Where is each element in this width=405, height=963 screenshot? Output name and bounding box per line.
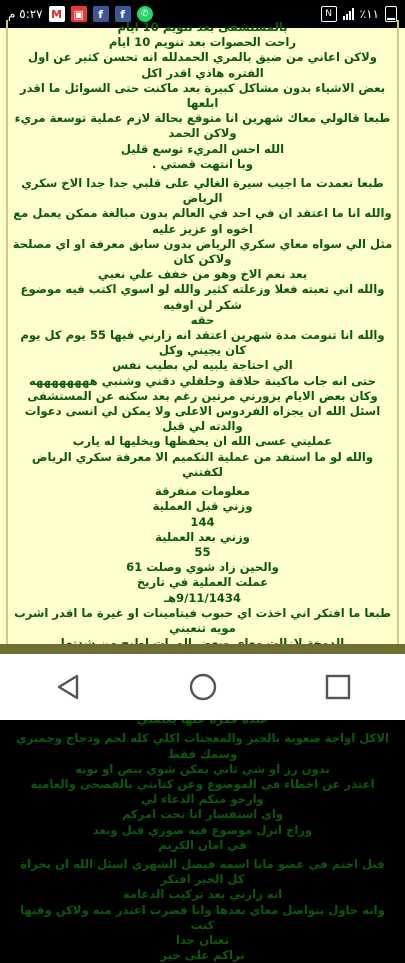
post-line: الي احتاجة يلبيه لي بطيب نفس	[112, 358, 293, 373]
post-line: مثل الي سواه معاي سكري الرياض بدون سابق معرفة او اي مصلحة ولاكن كان	[12, 236, 393, 267]
back-icon[interactable]	[48, 667, 88, 707]
facebook-icon-2: f	[115, 6, 131, 22]
post-line: انه زارني بعد تركيب الدعامة	[122, 887, 283, 902]
facebook-icon: f	[93, 6, 109, 22]
post-line: بدون رز او شي ثاني يمكن شوي بيض او تونه	[75, 761, 330, 776]
post-line: اعتذر عن اخطاء في الموضوع وعن كتابتي بالفصحى والعامية	[30, 776, 375, 791]
post-line: 9/11/1434هـ	[164, 590, 241, 605]
post-line: نراكم على خير	[160, 948, 245, 963]
post-line: حقه	[190, 312, 215, 327]
post-line: حتى انه جاب ماكينة حلاقة وحلقلي دقني وشنبي ههههههههه	[29, 373, 376, 388]
post-line: والله اني تعبته فعلا وزعلته كثير والله لو اسوي اكتب فيه موضوع شكر لن اوفيه	[20, 282, 385, 312]
post-line: وارجو منكم الدعاء لي	[141, 792, 264, 807]
post-line: طبعا تعمدت ما اجيب سيرة الغالي على قلبي جدا جدا الاخ سكري الرياض	[21, 176, 384, 206]
post-line: وزني قبل العملية	[152, 499, 253, 514]
post-line: طبعا قالولي معاك شهرين انا متوقع بحالة لازم عملية توسعة مريء ولاكن الحمد	[14, 111, 391, 141]
post-line: والله انا ما اعتقد ان في احد في العالم بدون مبالغة ممكن يعمل مع اخوه او عزيز عليه	[13, 206, 392, 236]
post-line: راحت الحصوات بعد تنويم 10 ايام	[108, 35, 297, 50]
post-line: قبل اختم في عضو مانا اسمه فيصل الشهري اسئل الله ان يجزاة كل الخير افتكر	[20, 856, 385, 887]
whatsapp-icon: ✆	[137, 6, 153, 22]
post-line: والله انا تنومت مدة شهرين اعتقد انه زارني فيها 55 يوم كل يوم كان يجيني وكل	[20, 328, 385, 358]
post-line: اسئل الله ان يجزاه الفردوس الاعلى ولا يمكن لي انسى دعوات والدته لي قبل	[24, 404, 381, 434]
post-line: بالمستشفى بعد تنويم 10 ايام	[117, 20, 288, 34]
post-line: والحين زاد شوي وصلت 61	[126, 560, 279, 575]
post-line: 55	[194, 544, 211, 559]
home-icon[interactable]	[183, 667, 223, 707]
recents-icon[interactable]	[318, 667, 358, 707]
post-line: وانه حاول يتواصل معاي بعدها وانا قصرت اعتذر منه ولاكن وقتها كنت	[20, 902, 385, 932]
battery-percent: ٪١١	[359, 7, 379, 21]
post-line: عمليتي عسى الله ان يحفظها ويخليها له يارب	[72, 434, 333, 449]
post-line: معلومات منفرقة	[154, 484, 251, 499]
post-body	[12, 20, 393, 963]
post-line: طبعا ما افتكر اني اخذت اي حبوب فيتامينات او غيرة ما اقدر اشرب مويه تنعبني	[14, 605, 391, 635]
forum-post-content[interactable]	[0, 20, 405, 963]
notification-red-icon: ▣	[71, 6, 87, 22]
signal-icon	[343, 8, 354, 20]
post-line: في امان الكريم	[158, 837, 247, 852]
post-line: وزني بعد العملية	[155, 529, 250, 544]
post-line: وبا انتهت قصتي .	[152, 156, 253, 171]
navigation-bar	[0, 654, 405, 720]
clock: ٥:٢٧ م	[8, 7, 43, 21]
post-line: وراح انزل موضوع فيه صوري قبل وبعد	[92, 822, 313, 837]
post-line: واي استفسار انا تحت امركم	[121, 807, 284, 822]
post-line: وكان بعض الايام يزورني مرتين رغم بعد سكنه عن المستشفى	[27, 388, 378, 403]
post-line: بعض الاشياء بدون مشاكل كبيرة بعد ماكنت حتى السوائل ما اقدر ابلعها	[19, 80, 386, 111]
gmail-icon: M	[49, 6, 65, 22]
post-line: بعد نعم الاخ وهو من خفف علي نعبي	[97, 267, 308, 282]
post-line: والله لو ما استفد من عملية التكميم الا معرفة سكري الرياض لكفتني	[31, 449, 374, 479]
nfc-icon: N	[321, 6, 337, 22]
post-footer-bar	[0, 644, 405, 654]
post-line: ولاكن اعاني من ضيق بالمري الحمدلله انه تحسن كثير عن اول الفتره هاذي اقدر اكل	[28, 50, 377, 80]
post-frame	[6, 20, 399, 963]
post-line: الله احس المريء توسع قليل	[120, 141, 285, 156]
post-line: تعبان جدا	[176, 932, 229, 947]
post-line: 144	[190, 514, 215, 529]
post-line: الاكل اواجة صعوبة بالخبز والمعجنات اكلي كله لحم ودجاج وجمبري وسمك فقط	[16, 731, 389, 761]
post-line: عملت العملية في تاريخ	[136, 575, 269, 590]
